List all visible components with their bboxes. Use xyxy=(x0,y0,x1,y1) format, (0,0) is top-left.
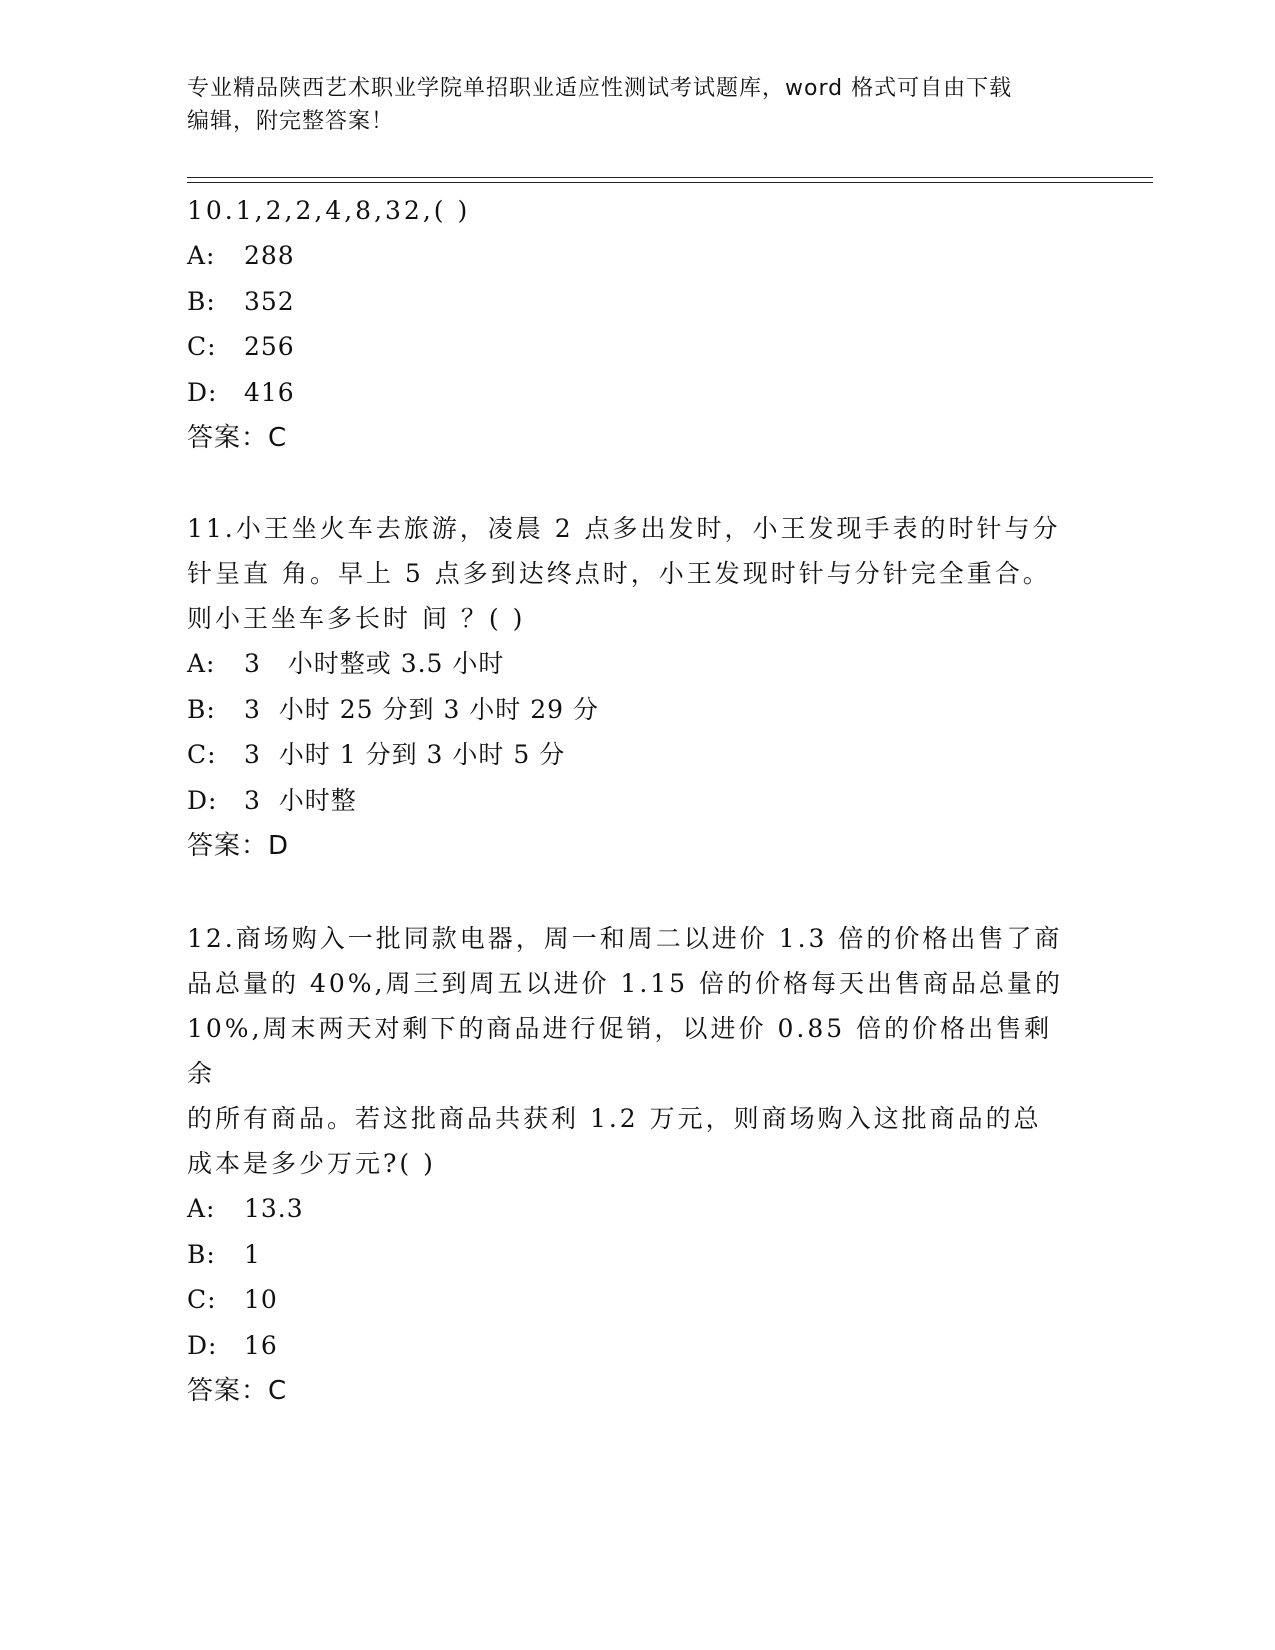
option-letter: B: xyxy=(187,1239,216,1269)
option-text: 3 小时整或 3.5 小时 xyxy=(244,649,505,678)
option-text: 3 小时 1 分到 3 小时 5 分 xyxy=(244,740,566,769)
question-11 xyxy=(187,506,1077,869)
question-stem-line: 11.小王坐火车去旅游，凌晨 2 点多出发时，小王发现手表的时针与分 xyxy=(187,514,1061,543)
option-letter: D: xyxy=(187,1330,218,1360)
header-line-2: 编辑，附完整答案！ xyxy=(187,109,395,134)
option-letter: D: xyxy=(187,377,218,407)
option-text: 13.3 xyxy=(244,1194,304,1223)
option-text: 10 xyxy=(244,1285,278,1314)
question-10 xyxy=(187,188,1077,461)
option-letter: A: xyxy=(187,649,216,678)
question-stem-line: 品总量的 40%,周三到周五以进价 1.15 倍的价格每天出售商品总量的 xyxy=(187,969,1064,998)
answer-line: 答案：C xyxy=(187,1376,288,1406)
question-stem-line: 针呈直 角。早上 5 点多到达终点时，小王发现时针与分针完全重合。 xyxy=(187,559,1051,588)
header-line-1: 专业精品陕西艺术职业学院单招职业适应性测试考试题库，word 格式可自由下载 xyxy=(187,76,1013,101)
option-text: 352 xyxy=(244,286,295,316)
question-stem-line: 的所有商品。若这批商品共获利 1.2 万元，则商场购入这批商品的总 xyxy=(187,1104,1042,1133)
question-12 xyxy=(187,916,1077,1414)
option-a xyxy=(187,641,1077,687)
option-c xyxy=(187,1277,1077,1323)
option-text: 288 xyxy=(244,241,295,270)
option-a xyxy=(187,233,1077,279)
option-text: 16 xyxy=(244,1330,278,1360)
option-letter: C: xyxy=(187,1285,217,1314)
option-text: 416 xyxy=(244,377,295,407)
question-stem-line: 12.商场购入一批同款电器，周一和周二以进价 1.3 倍的价格出售了商 xyxy=(187,924,1063,953)
question-stem xyxy=(187,916,1077,1186)
question-stem xyxy=(187,506,1077,641)
option-c xyxy=(187,732,1077,778)
option-letter: C: xyxy=(187,332,217,361)
option-text: 3 小时 25 分到 3 小时 29 分 xyxy=(244,694,600,724)
question-stem-line: 则小王坐车多长时 间 ？( ) xyxy=(187,604,526,633)
option-b xyxy=(187,279,1077,325)
question-stem-line: 成本是多少万元?( ) xyxy=(187,1149,436,1178)
option-letter: D: xyxy=(187,785,218,815)
option-letter: A: xyxy=(187,1194,216,1223)
header-divider-bottom xyxy=(187,182,1153,183)
option-d xyxy=(187,778,1077,824)
question-stem-line: 10%,周末两天对剩下的商品进行促销，以进价 0.85 倍的价格出售剩余 xyxy=(187,1014,1053,1088)
document-header xyxy=(187,72,1067,138)
option-text: 256 xyxy=(244,332,295,361)
answer-line: 答案：D xyxy=(187,831,290,861)
option-letter: A: xyxy=(187,241,216,270)
header-divider-top xyxy=(187,177,1153,178)
option-a xyxy=(187,1186,1077,1232)
answer-line: 答案：C xyxy=(187,423,288,453)
option-text: 1 xyxy=(244,1239,261,1269)
option-letter: B: xyxy=(187,694,216,724)
option-text: 3 小时整 xyxy=(244,785,357,815)
option-c xyxy=(187,324,1077,370)
question-stem-line: 10.1,2,2,4,8,32,( ) xyxy=(187,196,471,225)
question-stem xyxy=(187,188,1077,233)
option-b xyxy=(187,687,1077,733)
option-letter: B: xyxy=(187,286,216,316)
option-d xyxy=(187,1323,1077,1369)
option-b xyxy=(187,1232,1077,1278)
option-letter: C: xyxy=(187,740,217,769)
option-d xyxy=(187,370,1077,416)
